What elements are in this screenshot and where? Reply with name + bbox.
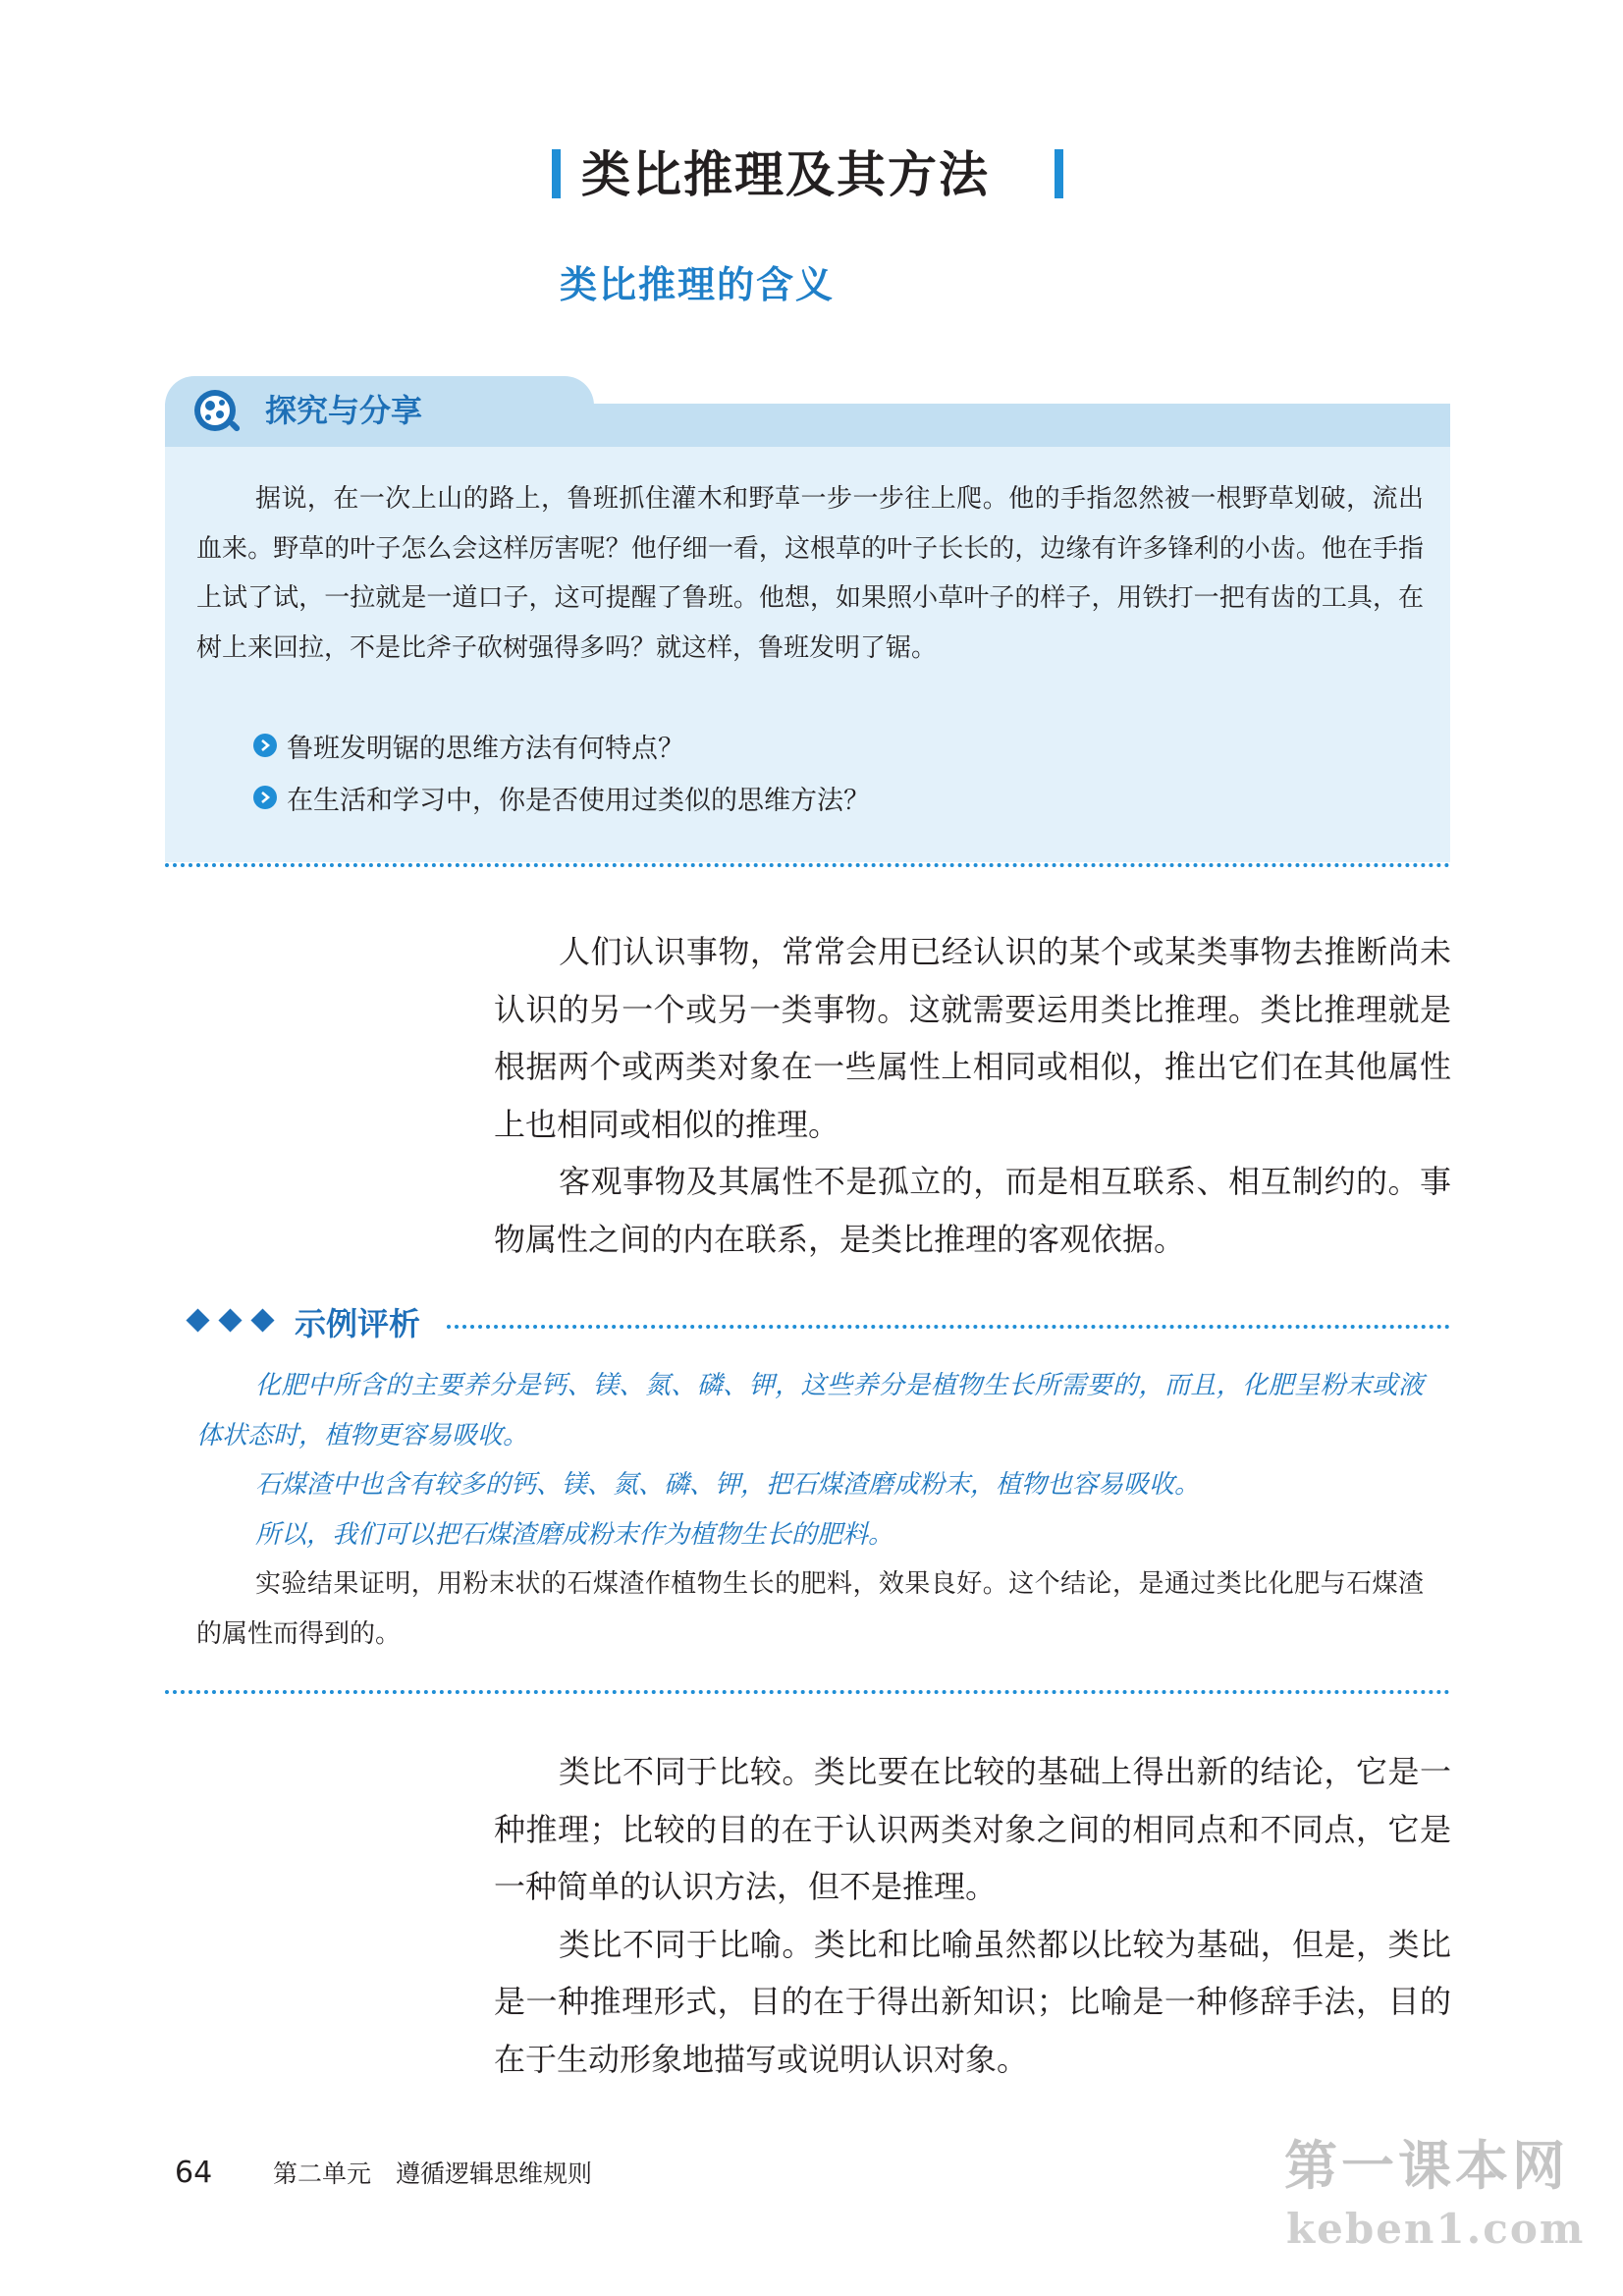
page-number: 64 xyxy=(175,2156,213,2190)
question-item xyxy=(253,776,870,819)
example-premise: 化肥中所含的主要养分是钙、镁、氮、磷、钾，这些养分是植物生长所需要的，而且，化肥呈粉末或液体状态时，植物更容易吸收。 xyxy=(196,1371,1424,1450)
arrow-bullet-icon xyxy=(253,786,277,809)
question-item xyxy=(253,724,684,767)
watermark-en: keben1.com xyxy=(1286,2205,1586,2253)
paragraph: 客观事物及其属性不是孤立的，而是相互联系、相互制约的。事物属性之间的内在联系，是类比推理的客观依据。 xyxy=(494,1163,1451,1258)
example-comment: 实验结果证明，用粉末状的石煤渣作植物生长的肥料，效果良好。这个结论，是通过类比化肥与石煤渣的属性而得到的。 xyxy=(196,1569,1424,1649)
example-conclusion: 所以，我们可以把石煤渣磨成粉末作为植物生长的肥料。 xyxy=(255,1519,894,1550)
paragraph: 类比不同于比较。类比要在比较的基础上得出新的结论，它是一种推理；比较的目的在于认识两类对象之间的相同点和不同点，它是一种简单的认识方法，但不是推理。 xyxy=(494,1753,1451,1906)
magnifier-globe-icon xyxy=(189,384,244,439)
example-heading: 示例评析 xyxy=(295,1305,421,1342)
example-content xyxy=(196,1361,1424,1659)
explore-heading: 探究与分享 xyxy=(265,392,423,429)
watermark-cn: 第一课本网 xyxy=(1284,2135,1569,2197)
section-title: 类比推理的含义 xyxy=(560,262,836,306)
paragraph: 人们认识事物，常常会用已经认识的某个或某类事物去推断尚未认识的另一个或另一类事物。这就需要运用类比推理。类比推理就是根据两个或两类对象在一些属性上相同或相似，推出它们在其他属性上也相同或相似的推理。 xyxy=(494,933,1451,1143)
explore-story: 据说，在一次上山的路上，鲁班抓住灌木和野草一步一步往上爬。他的手指忽然被一根野草划破，流出血来。野草的叶子怎么会这样厉害呢？他仔细一看，这根草的叶子长长的，边缘有许多锋利的小齿。他在手指上试了试，一拉就是一道口子，这可提醒了鲁班。他想，如果照小草叶子的样子，用铁打一把有齿的工具，在树上来回拉，不是比斧子砍树强得多吗？就这样，鲁班发明了锯。 xyxy=(196,484,1424,663)
question-text: 在生活和学习中，你是否使用过类似的思维方法？ xyxy=(287,785,870,816)
body-section-1 xyxy=(494,923,1451,1269)
dotted-divider xyxy=(165,1690,1450,1694)
diamond-icon xyxy=(186,1308,209,1332)
body-section-2 xyxy=(494,1743,1451,2089)
example-dotted-line xyxy=(447,1325,1450,1329)
question-text: 鲁班发明锯的思维方法有何特点？ xyxy=(287,733,684,764)
paragraph: 类比不同于比喻。类比和比喻虽然都以比较为基础，但是，类比是一种推理形式，目的在于得出新知识；比喻是一种修辞手法，目的在于生动形象地描写或说明认识对象。 xyxy=(494,1925,1451,2078)
diamond-icon xyxy=(250,1308,274,1332)
example-premise: 石煤渣中也含有较多的钙、镁、氮、磷、钾，把石煤渣磨成粉末，植物也容易吸收。 xyxy=(255,1470,1201,1500)
diamond-icon xyxy=(218,1308,242,1332)
dotted-divider xyxy=(165,863,1450,867)
diamond-markers xyxy=(185,1312,276,1329)
arrow-bullet-icon xyxy=(253,734,277,757)
footer-unit-title: 第二单元 遵循逻辑思维规则 xyxy=(273,2159,593,2188)
title-bar-right xyxy=(1055,149,1063,198)
page-title: 类比推理及其方法 xyxy=(581,146,990,203)
